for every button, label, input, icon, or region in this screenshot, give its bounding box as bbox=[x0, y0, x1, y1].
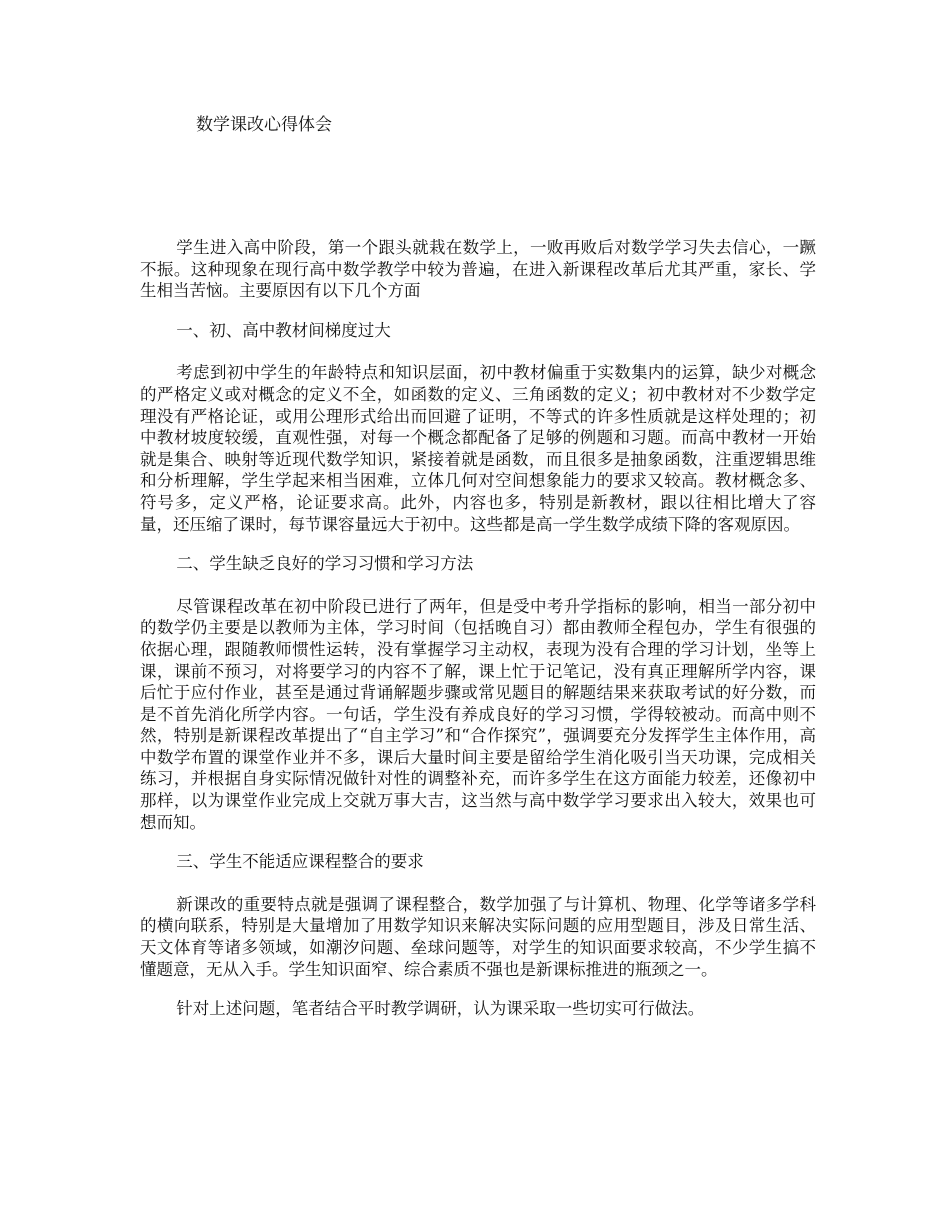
document-title: 数学课改心得体会 bbox=[196, 115, 332, 135]
paragraph-conclusion: 针对上述问题，笔者结合平时教学调研，认为课采取一些切实可行做法。 bbox=[176, 999, 705, 1019]
section-heading-1: 一、初、高中教材间梯度过大 bbox=[176, 320, 391, 340]
paragraph-section-2: 尽管课程改革在初中阶段已进行了两年，但是受中考升学指标的影响，相当一部分初中的数学仍主要是以教师为主体，学习时间（包括晚自习）都由教师全程包办，学生有很强的依据心理，跟随教师惯性运转，没有掌握学习主动权，表现为没有合理的学习计划，坐等上课，课前不预习，对将要学习的内容不了解，课上忙于记笔记，没有真正理解所学内容，课后忙于应付作业，甚至是通过背诵解题步骤或常见题目的解题结果来获取考试的好分数，而是不首先消化所学内容。一句话，学生没有养成良好的学习习惯，学得较被动。而高中则不然，特别是新课程改革提出了“自主学习”和“合作探究”，强调要充分发挥学生主体作用，高中数学布置的课堂作业并不多，课后大量时间主要是留给学生消化吸引当天功课，完成相关练习，并根据自身实际情况做针对性的调整补充，而许多学生在这方面能力较差，还像初中那样，以为课堂作业完成上交就万事大吉，这当然与高中数学学习要求出入较大，效果也可想而知。 bbox=[140, 596, 816, 832]
section-heading-2: 二、学生缺乏良好的学习习惯和学习方法 bbox=[176, 554, 474, 574]
paragraph-intro: 学生进入高中阶段，第一个跟头就栽在数学上，一败再败后对数学学习失去信心，一蹶不振。这种现象在现行高中数学教学中较为普遍，在进入新课程改革后尤其严重，家长、学生相当苦恼。主要原因有以下几个方面 bbox=[140, 238, 816, 301]
document-body bbox=[140, 237, 816, 1038]
section-heading-3: 三、学生不能适应课程整合的要求 bbox=[176, 852, 424, 872]
paragraph-section-1: 考虑到初中学生的年龄特点和知识层面，初中教材偏重于实数集内的运算，缺少对概念的严格定义或对概念的定义不全，如函数的定义、三角函数的定义；初中教材对不少数学定理没有严格论证，或用公理形式给出而回避了证明，不等式的许多性质就是这样处理的；初中教材坡度较缓，直观性强，对每一个概念都配备了足够的例题和习题。而高中教材一开始就是集合、映射等近现代数学知识，紧接着就是函数，而且很多是抽象函数，注重逻辑思维和分析理解，学生学起来相当困难，立体几何对空间想象能力的要求又较高。教材概念多、符号多，定义严格，论证要求高。此外，内容也多，特别是新教材，跟以往相比增大了容量，还压缩了课时，每节课容量远大于初中。这些都是高一学生数学成绩下降的客观原因。 bbox=[140, 363, 816, 534]
paragraph-section-3: 新课改的重要特点就是强调了课程整合，数学加强了与计算机、物理、化学等诸多学科的横向联系，特别是大量增加了用数学知识来解决实际问题的应用型题目，涉及日常生活、天文体育等诸多领域，如潮汐问题、垒球问题等，对学生的知识面要求较高，不少学生搞不懂题意，无从入手。学生知识面窄、综合素质不强也是新课标推进的瓶颈之一。 bbox=[140, 894, 816, 979]
